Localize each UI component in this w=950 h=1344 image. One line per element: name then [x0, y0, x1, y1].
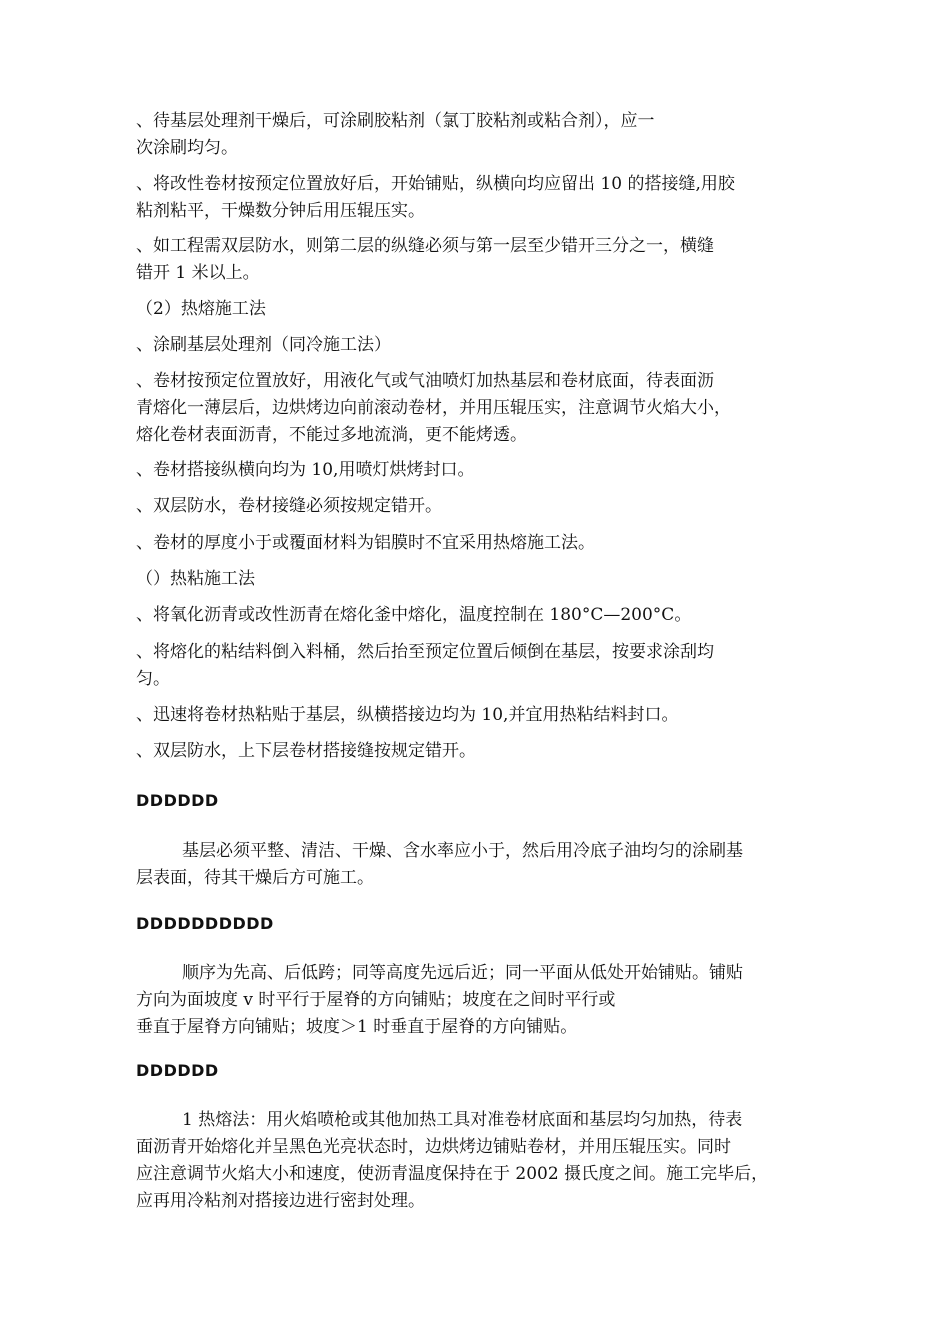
list-item — [136, 530, 826, 557]
section-heading: DDDDDD — [136, 1061, 219, 1080]
text-line: 次涂刷均匀。 — [136, 138, 238, 158]
text-line: 青熔化一薄层后，边烘烤边向前滚动卷材，并用压辊压实，注意调节火焰大小， — [136, 398, 731, 418]
text-line: 、卷材的厚度小于或覆面材料为铝膜时不宜采用热熔施工法。 — [136, 533, 595, 553]
text-line: 熔化卷材表面沥青，不能过多地流淌，更不能烤透。 — [136, 425, 527, 445]
text-line: 、待基层处理剂干燥后，可涂刷胶粘剂（氯丁胶粘剂或粘合剂），应一 — [136, 111, 655, 131]
text-line: （）热粘施工法 — [136, 569, 255, 589]
list-item — [136, 233, 826, 287]
text-line: 错开 1 米以上。 — [136, 263, 260, 283]
text-line: 垂直于屋脊方向铺贴；坡度＞1 时垂直于屋脊的方向铺贴。 — [136, 1017, 578, 1037]
text-line: 、将熔化的粘结料倒入料桶，然后抬至预定位置后倾倒在基层，按要求涂刮均 — [136, 642, 714, 662]
section-subheading — [136, 566, 826, 593]
body-paragraph — [136, 1107, 826, 1215]
text-line: 、如工程需双层防水，则第二层的纵缝必须与第一层至少错开三分之一，横缝 — [136, 236, 714, 256]
list-item — [136, 108, 826, 162]
text-line: 、涂刷基层处理剂（同冷施工法） — [136, 335, 391, 355]
text-line: 、将氧化沥青或改性沥青在熔化釜中熔化，温度控制在 180°C—200°C。 — [136, 605, 692, 625]
section-heading: DDDDDD — [136, 791, 219, 810]
text-line: 方向为面坡度 v 时平行于屋脊的方向铺贴；坡度在之间时平行或 — [136, 990, 616, 1010]
text-line: 、双层防水，上下层卷材搭接缝按规定错开。 — [136, 741, 476, 761]
list-item — [136, 368, 826, 449]
list-item — [136, 702, 826, 729]
list-item — [136, 602, 826, 629]
text-line: （2）热熔施工法 — [136, 299, 266, 319]
list-item — [136, 738, 826, 765]
text-line: 、将改性卷材按预定位置放好后，开始铺贴，纵横向均应留出 10 的搭接缝,用胶 — [136, 174, 735, 194]
text-line: 、双层防水，卷材接缝必须按规定错开。 — [136, 496, 442, 516]
list-item — [136, 332, 826, 359]
text-line: 面沥青开始熔化并呈黑色光亮状态时，边烘烤边铺贴卷材，并用压辊压实。同时 — [136, 1137, 731, 1157]
body-paragraph — [136, 838, 826, 892]
text-line: 、卷材搭接纵横向均为 10,用喷灯烘烤封口。 — [136, 460, 475, 480]
list-item — [136, 457, 826, 484]
section-heading: DDDDDDDDDD — [136, 914, 274, 933]
text-line: 匀。 — [136, 669, 170, 689]
text-line: 、卷材按预定位置放好，用液化气或气油喷灯加热基层和卷材底面，待表面沥 — [136, 371, 714, 391]
text-line: 顺序为先高、后低跨；同等高度先远后近；同一平面从低处开始铺贴。铺贴 — [182, 963, 743, 983]
list-item — [136, 639, 826, 693]
list-item — [136, 493, 826, 520]
list-item — [136, 171, 826, 225]
text-line: 层表面，待其干燥后方可施工。 — [136, 868, 374, 888]
text-line: 、迅速将卷材热粘贴于基层，纵横搭接边均为 10,并宜用热粘结料封口。 — [136, 705, 679, 725]
text-line: 基层必须平整、清洁、干燥、含水率应小于，然后用冷底子油均匀的涂刷基 — [182, 841, 743, 861]
text-line: 1 热熔法：用火焰喷枪或其他加热工具对准卷材底面和基层均匀加热，待表 — [182, 1110, 743, 1130]
text-line: 粘剂粘平，干燥数分钟后用压辊压实。 — [136, 201, 425, 221]
text-line: 应注意调节火焰大小和速度，使沥青温度保持在于 2002 摄氏度之间。施工完毕后， — [136, 1164, 769, 1184]
section-subheading — [136, 296, 826, 323]
body-paragraph — [136, 960, 826, 1041]
text-line: 应再用冷粘剂对搭接边进行密封处理。 — [136, 1191, 425, 1211]
